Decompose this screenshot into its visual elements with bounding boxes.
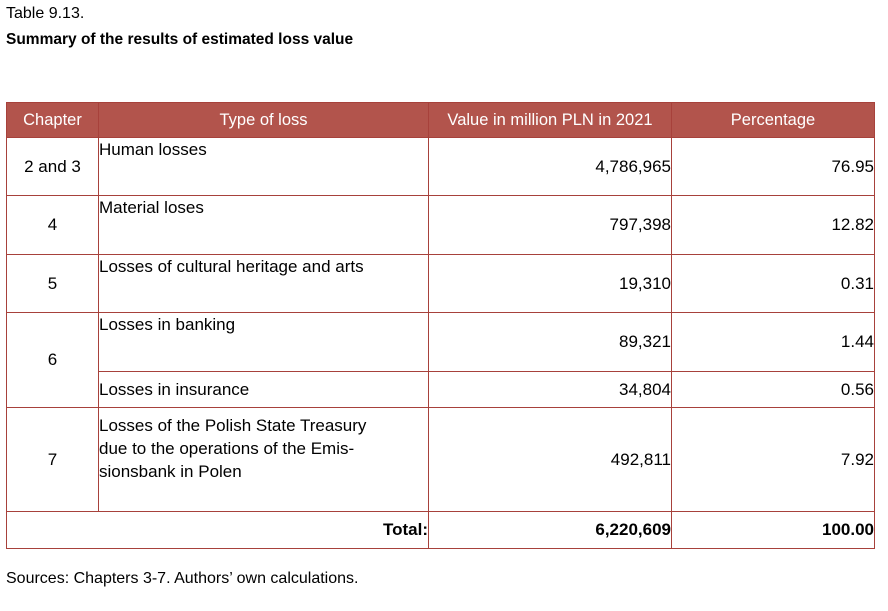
type-line: due to the operations of the Emis- xyxy=(99,439,355,458)
percentage-cell: 7.92 xyxy=(672,408,875,512)
table-row xyxy=(7,372,875,408)
type-cell: Material loses xyxy=(99,196,429,255)
total-percentage: 100.00 xyxy=(672,512,875,549)
table-row xyxy=(7,408,875,512)
type-cell: Losses of cultural heritage and arts xyxy=(99,255,429,313)
type-cell: Human losses xyxy=(99,138,429,196)
header-row xyxy=(7,103,875,138)
total-value: 6,220,609 xyxy=(429,512,672,549)
percentage-cell: 0.31 xyxy=(672,255,875,313)
type-cell: Losses in insurance xyxy=(99,372,429,408)
percentage-cell: 0.56 xyxy=(672,372,875,408)
type-cell xyxy=(99,408,429,512)
sources-note: Sources: Chapters 3-7. Authors’ own calculations. xyxy=(6,570,359,587)
header-chapter: Chapter xyxy=(7,103,99,138)
percentage-cell: 76.95 xyxy=(672,138,875,196)
type-line: sionsbank in Polen xyxy=(99,462,242,481)
table-row xyxy=(7,255,875,313)
type-cell: Losses in banking xyxy=(99,313,429,372)
value-cell: 492,811 xyxy=(429,408,672,512)
chapter-cell: 2 and 3 xyxy=(7,138,99,196)
chapter-cell: 6 xyxy=(7,313,99,408)
percentage-cell: 1.44 xyxy=(672,313,875,372)
table-row xyxy=(7,313,875,372)
loss-summary-table xyxy=(6,102,875,549)
header-type-of-loss: Type of loss xyxy=(99,103,429,138)
type-line: Losses of the Polish State Treasury xyxy=(99,416,367,435)
chapter-cell: 5 xyxy=(7,255,99,313)
table-title: Summary of the results of estimated loss value xyxy=(6,31,354,48)
header-percentage: Percentage xyxy=(672,103,875,138)
value-cell: 89,321 xyxy=(429,313,672,372)
percentage-cell: 12.82 xyxy=(672,196,875,255)
total-label: Total: xyxy=(7,512,429,549)
total-row xyxy=(7,512,875,549)
value-cell: 34,804 xyxy=(429,372,672,408)
value-cell: 797,398 xyxy=(429,196,672,255)
header-value: Value in million PLN in 2021 xyxy=(429,103,672,138)
table-row xyxy=(7,196,875,255)
chapter-cell: 4 xyxy=(7,196,99,255)
table-row xyxy=(7,138,875,196)
chapter-cell: 7 xyxy=(7,408,99,512)
table-number: Table 9.13. xyxy=(6,5,85,22)
value-cell: 19,310 xyxy=(429,255,672,313)
value-cell: 4,786,965 xyxy=(429,138,672,196)
